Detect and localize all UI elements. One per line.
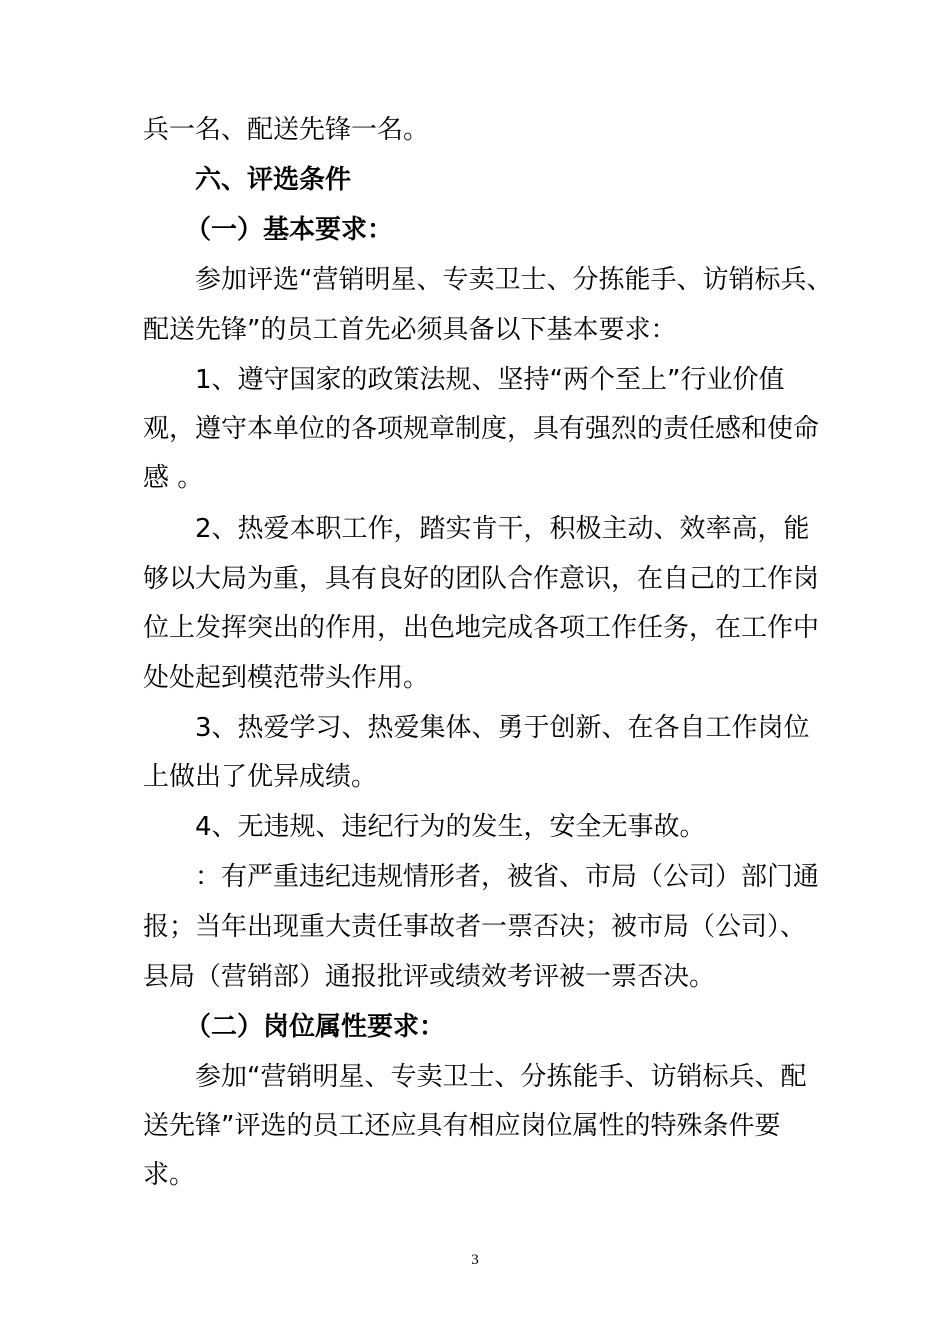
text-line: 2、热爱本职工作，踏实肯干，积极主动、效率高，能 — [195, 514, 810, 544]
text-line: 上做出了优异成绩。 — [143, 762, 378, 792]
text-line: 3、热爱学习、热爱集体、勇于创新、在各自工作岗位 — [195, 713, 810, 743]
text-line: 感 。 — [143, 463, 204, 493]
text-line: 求。 — [143, 1160, 196, 1190]
text-line: 报；当年出现重大责任事故者一票否决；被市局（公司）、 — [143, 912, 807, 942]
text-line: 送先锋”评选的员工还应具有相应岗位属性的特殊条件要 — [143, 1111, 781, 1141]
section-heading: 六、评选条件 — [195, 165, 352, 195]
text-line: 位上发挥突出的作用，出色地完成各项工作任务，在工作中 — [143, 613, 820, 643]
subsection-heading: （二）岗位属性要求： — [185, 1012, 446, 1042]
text-line: 处处起到模范带头作用。 — [143, 663, 430, 693]
text-line: 兵一名、配送先锋一名。 — [143, 115, 430, 145]
text-line: 4、无违规、违纪行为的发生，安全无事故。 — [195, 812, 706, 842]
text-line: 参加评选“营销明星、专卖卫士、分拣能手、访销标兵、 — [195, 265, 833, 295]
page-number: 3 — [471, 1252, 479, 1268]
subsection-heading: （一）基本要求： — [185, 215, 394, 245]
text-line: 观，遵守本单位的各项规章制度，具有强烈的责任感和使命 — [143, 414, 820, 444]
text-line: 1、遵守国家的政策法规、坚持“两个至上”行业价值 — [195, 365, 785, 395]
text-line: 县局（营销部）通报批评或绩效考评被一票否决。 — [143, 962, 716, 992]
text-line: 参加“营销明星、专卖卫士、分拣能手、访销标兵、配 — [195, 1062, 807, 1092]
text-line: ：有严重违纪违规情形者，被省、市局（公司）部门通 — [195, 862, 820, 892]
text-line: 够以大局为重，具有良好的团队合作意识，在自己的工作岗 — [143, 564, 820, 594]
text-line: 配送先锋”的员工首先必须具备以下基本要求： — [143, 315, 677, 345]
